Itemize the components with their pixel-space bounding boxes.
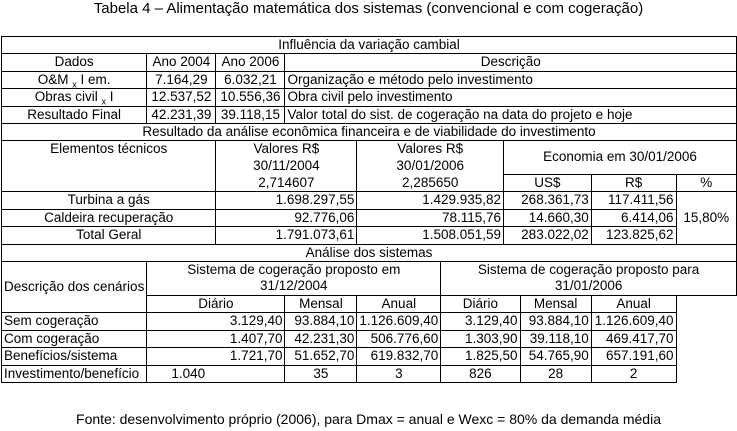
value-anual: 619.832,70 bbox=[357, 348, 441, 365]
cambial-header: Influência da variação cambial bbox=[2, 37, 737, 54]
value-2006: 6.032,21 bbox=[216, 71, 285, 88]
value-mensal: 54.765,90 bbox=[520, 348, 591, 365]
row-description: Valor total do sist. de cogeração na data do projeto e hoje bbox=[285, 106, 737, 123]
value-2004: 7.164,29 bbox=[147, 71, 216, 88]
table-row bbox=[2, 365, 737, 382]
table-row bbox=[2, 209, 737, 226]
col-mensal: Mensal bbox=[520, 295, 591, 312]
col-diario: Diário bbox=[147, 295, 285, 312]
economia-percent: 15,80% bbox=[676, 192, 736, 244]
row-label: O&M $_x$ I em. bbox=[2, 71, 147, 88]
value-anual: 2 bbox=[591, 365, 676, 382]
value-diario: 1.721,70 bbox=[147, 348, 285, 365]
col-valores-2006: Valores R$ 30/01/2006 bbox=[357, 141, 504, 175]
value-usd: 283.022,02 bbox=[504, 227, 592, 244]
col-dados: Dados bbox=[2, 54, 147, 71]
analise-columns-row bbox=[2, 261, 737, 295]
value-diario: 1.825,50 bbox=[441, 348, 520, 365]
row-label: Investimento/benefício bbox=[2, 365, 147, 382]
viabilidade-header: Resultado da análise econômica financeira e de viabilidade do investimento bbox=[2, 124, 737, 141]
row-label: Total Geral bbox=[2, 227, 216, 244]
table-row bbox=[2, 348, 737, 365]
value-mensal: 39.118,10 bbox=[520, 330, 591, 347]
sistema-2004-header: Sistema de cogeração proposto em 31/12/2004 bbox=[147, 261, 441, 295]
col-ano-2004: Ano 2004 bbox=[147, 54, 216, 71]
value-diario: 826 bbox=[441, 365, 520, 382]
row-label: Resultado Final bbox=[2, 106, 147, 123]
data-table bbox=[1, 36, 737, 383]
col-elementos: Elementos técnicos bbox=[2, 141, 216, 175]
value-diario: 3.129,40 bbox=[147, 313, 285, 330]
col-descricao: Descrição bbox=[285, 54, 737, 71]
value-diario: 1.303,90 bbox=[441, 330, 520, 347]
analise-header-row bbox=[2, 244, 737, 261]
table-title: Tabela 4 – Alimentação matemática dos sistemas (convencional e com cogeração) bbox=[93, 0, 644, 17]
row-label: Turbina a gás bbox=[2, 192, 216, 209]
table-row bbox=[2, 71, 737, 88]
row-label: Com cogeração bbox=[2, 330, 147, 347]
value-diario: 1.040 bbox=[147, 365, 285, 382]
analise-header: Análise dos sistemas bbox=[2, 244, 737, 261]
value-diario: 3.129,40 bbox=[441, 313, 520, 330]
value-usd: 268.361,73 bbox=[504, 192, 592, 209]
value-2006: 10.556,36 bbox=[216, 89, 285, 106]
value-2004: 1.698.297,55 bbox=[216, 192, 357, 209]
value-2006: 78.115,76 bbox=[357, 209, 504, 226]
value-mensal: 42.231,30 bbox=[285, 330, 357, 347]
row-label: Obras civil $_x$ I bbox=[2, 89, 147, 106]
table-row bbox=[2, 313, 737, 330]
cambial-columns-row bbox=[2, 54, 737, 71]
value-mensal: 28 bbox=[520, 365, 591, 382]
value-2006: 1.429.935,82 bbox=[357, 192, 504, 209]
col-descricao-cenarios: Descrição dos cenários bbox=[2, 261, 147, 312]
value-brl: 6.414,06 bbox=[591, 209, 676, 226]
value-anual: 469.417,70 bbox=[591, 330, 676, 347]
col-usd: US$ bbox=[504, 174, 592, 191]
value-2004: 12.537,52 bbox=[147, 89, 216, 106]
value-anual: 1.126.609,40 bbox=[357, 313, 441, 330]
exchange-rate-2006: 2,285650 bbox=[357, 174, 504, 191]
value-mensal: 93.884,10 bbox=[285, 313, 357, 330]
col-anual: Anual bbox=[591, 295, 676, 312]
row-label: Caldeira recuperação bbox=[2, 209, 216, 226]
value-usd: 14.660,30 bbox=[504, 209, 592, 226]
cambial-header-row bbox=[2, 37, 737, 54]
row-description: Obra civil pelo investimento bbox=[285, 89, 737, 106]
table-row bbox=[2, 192, 737, 209]
source-footnote: Fonte: desenvolvimento próprio (2006), para Dmax = anual e Wexc = 80% da demanda média bbox=[76, 411, 661, 427]
viabilidade-header-row bbox=[2, 124, 737, 141]
col-diario: Diário bbox=[441, 295, 520, 312]
viabilidade-columns-row bbox=[2, 141, 737, 175]
value-brl: 123.825,62 bbox=[591, 227, 676, 244]
value-anual: 1.126.609,40 bbox=[591, 313, 676, 330]
value-mensal: 51.652,70 bbox=[285, 348, 357, 365]
row-label: Sem cogeração bbox=[2, 313, 147, 330]
viabilidade-subheader-row bbox=[2, 174, 737, 191]
sistema-2006-header: Sistema de cogeração proposto para 31/01/2006 bbox=[441, 261, 737, 295]
table-row bbox=[2, 106, 737, 123]
value-2006: 39.118,15 bbox=[216, 106, 285, 123]
value-diario: 1.407,70 bbox=[147, 330, 285, 347]
exchange-rate-2004: 2,714607 bbox=[216, 174, 357, 191]
col-valores-2004: Valores R$ 30/11/2004 bbox=[216, 141, 357, 175]
col-economia: Economia em 30/01/2006 bbox=[504, 141, 737, 175]
value-anual: 3 bbox=[357, 365, 441, 382]
col-pct: % bbox=[676, 174, 736, 191]
value-2006: 1.508.051,59 bbox=[357, 227, 504, 244]
value-anual: 657.191,60 bbox=[591, 348, 676, 365]
row-description: Organização e método pelo investimento bbox=[285, 71, 737, 88]
table-row bbox=[2, 89, 737, 106]
table-row bbox=[2, 330, 737, 347]
col-mensal: Mensal bbox=[285, 295, 357, 312]
row-label: Benefícios/sistema bbox=[2, 348, 147, 365]
table-row bbox=[2, 227, 737, 244]
value-brl: 117.411,56 bbox=[591, 192, 676, 209]
value-2004: 92.776,06 bbox=[216, 209, 357, 226]
value-2004: 1.791.073,61 bbox=[216, 227, 357, 244]
col-anual: Anual bbox=[357, 295, 441, 312]
value-mensal: 93.884,10 bbox=[520, 313, 591, 330]
col-ano-2006: Ano 2006 bbox=[216, 54, 285, 71]
value-mensal: 35 bbox=[285, 365, 357, 382]
value-anual: 506.776,60 bbox=[357, 330, 441, 347]
value-2004: 42.231,39 bbox=[147, 106, 216, 123]
col-brl: R$ bbox=[591, 174, 676, 191]
